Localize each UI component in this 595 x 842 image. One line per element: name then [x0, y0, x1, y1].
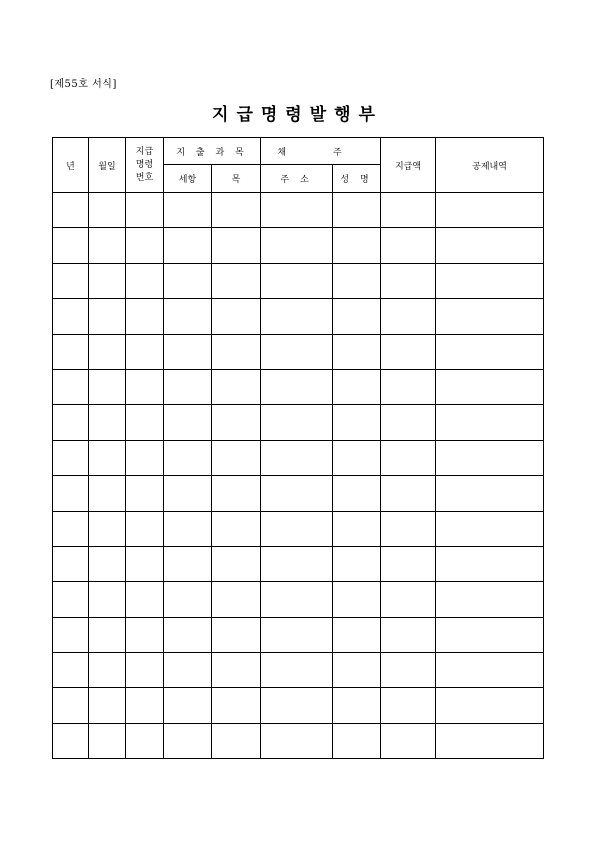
year-cell[interactable] — [53, 546, 89, 581]
year-cell[interactable] — [53, 299, 89, 334]
address-cell[interactable] — [261, 440, 333, 475]
item-cell[interactable] — [164, 228, 212, 263]
amount-cell[interactable] — [381, 299, 436, 334]
name-cell[interactable] — [333, 369, 381, 404]
item-cell[interactable] — [164, 334, 212, 369]
deduction-cell[interactable] — [436, 582, 544, 617]
sub-item-cell[interactable] — [212, 193, 261, 228]
order-number-cell[interactable] — [126, 582, 164, 617]
year-cell[interactable] — [53, 688, 89, 723]
address-column-header: 주 소 — [261, 165, 333, 193]
name-cell[interactable] — [333, 582, 381, 617]
order-number-cell[interactable] — [126, 617, 164, 652]
amount-cell[interactable] — [381, 511, 436, 546]
deduction-cell[interactable] — [436, 405, 544, 440]
table-row — [53, 617, 544, 652]
address-cell[interactable] — [261, 617, 333, 652]
address-cell[interactable] — [261, 334, 333, 369]
year-cell[interactable] — [53, 228, 89, 263]
amount-cell[interactable] — [381, 476, 436, 511]
sub-item-cell[interactable] — [212, 546, 261, 581]
deduction-cell[interactable] — [436, 723, 544, 758]
item-cell[interactable] — [164, 369, 212, 404]
month-day-cell[interactable] — [89, 511, 126, 546]
order-number-cell[interactable] — [126, 653, 164, 688]
name-cell[interactable] — [333, 476, 381, 511]
amount-column-header: 지급액 — [381, 138, 436, 193]
deduction-cell[interactable] — [436, 546, 544, 581]
amount-cell[interactable] — [381, 369, 436, 404]
amount-cell[interactable] — [381, 263, 436, 298]
name-column-header: 성 명 — [333, 165, 381, 193]
deduction-cell[interactable] — [436, 688, 544, 723]
order-number-cell[interactable] — [126, 228, 164, 263]
month-day-cell[interactable] — [89, 263, 126, 298]
amount-cell[interactable] — [381, 440, 436, 475]
item-cell[interactable] — [164, 263, 212, 298]
table-row — [53, 723, 544, 758]
item-cell[interactable] — [164, 688, 212, 723]
table-row — [53, 263, 544, 298]
order-number-cell[interactable] — [126, 723, 164, 758]
table-row — [53, 653, 544, 688]
deduction-cell[interactable] — [436, 476, 544, 511]
month-day-cell[interactable] — [89, 688, 126, 723]
item-cell[interactable] — [164, 511, 212, 546]
order-number-cell[interactable] — [126, 193, 164, 228]
deduction-cell[interactable] — [436, 511, 544, 546]
address-cell[interactable] — [261, 369, 333, 404]
form-code-label: [제55호 서식] — [50, 79, 117, 90]
expenditure-subject-header: 지 출 과 목 — [164, 138, 261, 165]
month-day-cell[interactable] — [89, 299, 126, 334]
deduction-cell[interactable] — [436, 334, 544, 369]
amount-cell[interactable] — [381, 723, 436, 758]
sub-item-cell[interactable] — [212, 511, 261, 546]
order-number-cell[interactable] — [126, 405, 164, 440]
table-row — [53, 405, 544, 440]
address-cell[interactable] — [261, 723, 333, 758]
sub-item-cell[interactable] — [212, 405, 261, 440]
item-cell[interactable] — [164, 617, 212, 652]
item-cell[interactable] — [164, 546, 212, 581]
sub-item-cell[interactable] — [212, 617, 261, 652]
deduction-column-header: 공제내역 — [436, 138, 544, 193]
amount-cell[interactable] — [381, 405, 436, 440]
month-day-cell[interactable] — [89, 653, 126, 688]
item-cell[interactable] — [164, 582, 212, 617]
sub-item-cell[interactable] — [212, 334, 261, 369]
order-number-cell[interactable] — [126, 476, 164, 511]
month-day-cell[interactable] — [89, 193, 126, 228]
order-number-cell[interactable] — [126, 440, 164, 475]
sub-item-cell[interactable] — [212, 653, 261, 688]
amount-cell[interactable] — [381, 582, 436, 617]
address-cell[interactable] — [261, 263, 333, 298]
order-number-column-header: 지급 명령 번호 — [126, 138, 164, 193]
sub-item-cell[interactable] — [212, 228, 261, 263]
year-column-header: 년 — [53, 138, 89, 193]
month-day-cell[interactable] — [89, 228, 126, 263]
month-day-cell[interactable] — [89, 440, 126, 475]
table-row — [53, 369, 544, 404]
year-cell[interactable] — [53, 476, 89, 511]
item-cell[interactable] — [164, 193, 212, 228]
name-cell[interactable] — [333, 723, 381, 758]
year-cell[interactable] — [53, 582, 89, 617]
ledger-body — [53, 193, 544, 759]
address-cell[interactable] — [261, 299, 333, 334]
year-cell[interactable] — [53, 440, 89, 475]
table-row — [53, 334, 544, 369]
month-day-cell[interactable] — [89, 334, 126, 369]
address-cell[interactable] — [261, 193, 333, 228]
name-cell[interactable] — [333, 688, 381, 723]
item-column-header: 세항 — [164, 165, 212, 193]
sub-item-column-header: 목 — [212, 165, 261, 193]
name-cell[interactable] — [333, 263, 381, 298]
item-cell[interactable] — [164, 440, 212, 475]
deduction-cell[interactable] — [436, 653, 544, 688]
table-row — [53, 299, 544, 334]
deduction-cell[interactable] — [436, 193, 544, 228]
sub-item-cell[interactable] — [212, 440, 261, 475]
amount-cell[interactable] — [381, 617, 436, 652]
year-cell[interactable] — [53, 369, 89, 404]
table-row — [53, 511, 544, 546]
month-day-cell[interactable] — [89, 546, 126, 581]
amount-cell[interactable] — [381, 688, 436, 723]
deduction-cell[interactable] — [436, 617, 544, 652]
sub-item-cell[interactable] — [212, 688, 261, 723]
deduction-cell[interactable] — [436, 228, 544, 263]
address-cell[interactable] — [261, 511, 333, 546]
table-row — [53, 688, 544, 723]
creditor-header: 채 주 — [261, 138, 381, 165]
name-cell[interactable] — [333, 299, 381, 334]
sub-item-cell[interactable] — [212, 582, 261, 617]
deduction-cell[interactable] — [436, 369, 544, 404]
sub-item-cell[interactable] — [212, 476, 261, 511]
year-cell[interactable] — [53, 723, 89, 758]
address-cell[interactable] — [261, 582, 333, 617]
deduction-cell[interactable] — [436, 440, 544, 475]
month-day-cell[interactable] — [89, 476, 126, 511]
name-cell[interactable] — [333, 405, 381, 440]
year-cell[interactable] — [53, 405, 89, 440]
sub-item-cell[interactable] — [212, 723, 261, 758]
month-day-cell[interactable] — [89, 369, 126, 404]
amount-cell[interactable] — [381, 653, 436, 688]
order-number-cell[interactable] — [126, 688, 164, 723]
table-row — [53, 193, 544, 228]
year-cell[interactable] — [53, 334, 89, 369]
address-cell[interactable] — [261, 476, 333, 511]
year-cell[interactable] — [53, 263, 89, 298]
amount-cell[interactable] — [381, 334, 436, 369]
year-cell[interactable] — [53, 653, 89, 688]
name-cell[interactable] — [333, 653, 381, 688]
name-cell[interactable] — [333, 193, 381, 228]
table-row — [53, 440, 544, 475]
name-cell[interactable] — [333, 334, 381, 369]
name-cell[interactable] — [333, 440, 381, 475]
name-cell[interactable] — [333, 546, 381, 581]
item-cell[interactable] — [164, 653, 212, 688]
table-row — [53, 582, 544, 617]
order-number-cell[interactable] — [126, 546, 164, 581]
name-cell[interactable] — [333, 511, 381, 546]
page-title: 지급명령발행부 — [212, 105, 383, 125]
address-cell[interactable] — [261, 653, 333, 688]
payment-order-ledger-table — [52, 137, 544, 759]
address-cell[interactable] — [261, 405, 333, 440]
year-cell[interactable] — [53, 617, 89, 652]
order-number-cell[interactable] — [126, 263, 164, 298]
address-cell[interactable] — [261, 688, 333, 723]
address-cell[interactable] — [261, 546, 333, 581]
year-cell[interactable] — [53, 193, 89, 228]
amount-cell[interactable] — [381, 546, 436, 581]
item-cell[interactable] — [164, 476, 212, 511]
table-row — [53, 476, 544, 511]
item-cell[interactable] — [164, 299, 212, 334]
month-day-cell[interactable] — [89, 582, 126, 617]
deduction-cell[interactable] — [436, 263, 544, 298]
month-day-column-header: 월일 — [89, 138, 126, 193]
order-number-cell[interactable] — [126, 299, 164, 334]
item-cell[interactable] — [164, 723, 212, 758]
sub-item-cell[interactable] — [212, 369, 261, 404]
deduction-cell[interactable] — [436, 299, 544, 334]
table-row — [53, 228, 544, 263]
order-number-cell[interactable] — [126, 369, 164, 404]
amount-cell[interactable] — [381, 228, 436, 263]
address-cell[interactable] — [261, 228, 333, 263]
month-day-cell[interactable] — [89, 405, 126, 440]
amount-cell[interactable] — [381, 193, 436, 228]
month-day-cell[interactable] — [89, 723, 126, 758]
month-day-cell[interactable] — [89, 617, 126, 652]
sub-item-cell[interactable] — [212, 263, 261, 298]
year-cell[interactable] — [53, 511, 89, 546]
order-number-cell[interactable] — [126, 334, 164, 369]
sub-item-cell[interactable] — [212, 299, 261, 334]
name-cell[interactable] — [333, 228, 381, 263]
name-cell[interactable] — [333, 617, 381, 652]
item-cell[interactable] — [164, 405, 212, 440]
table-row — [53, 546, 544, 581]
order-number-cell[interactable] — [126, 511, 164, 546]
